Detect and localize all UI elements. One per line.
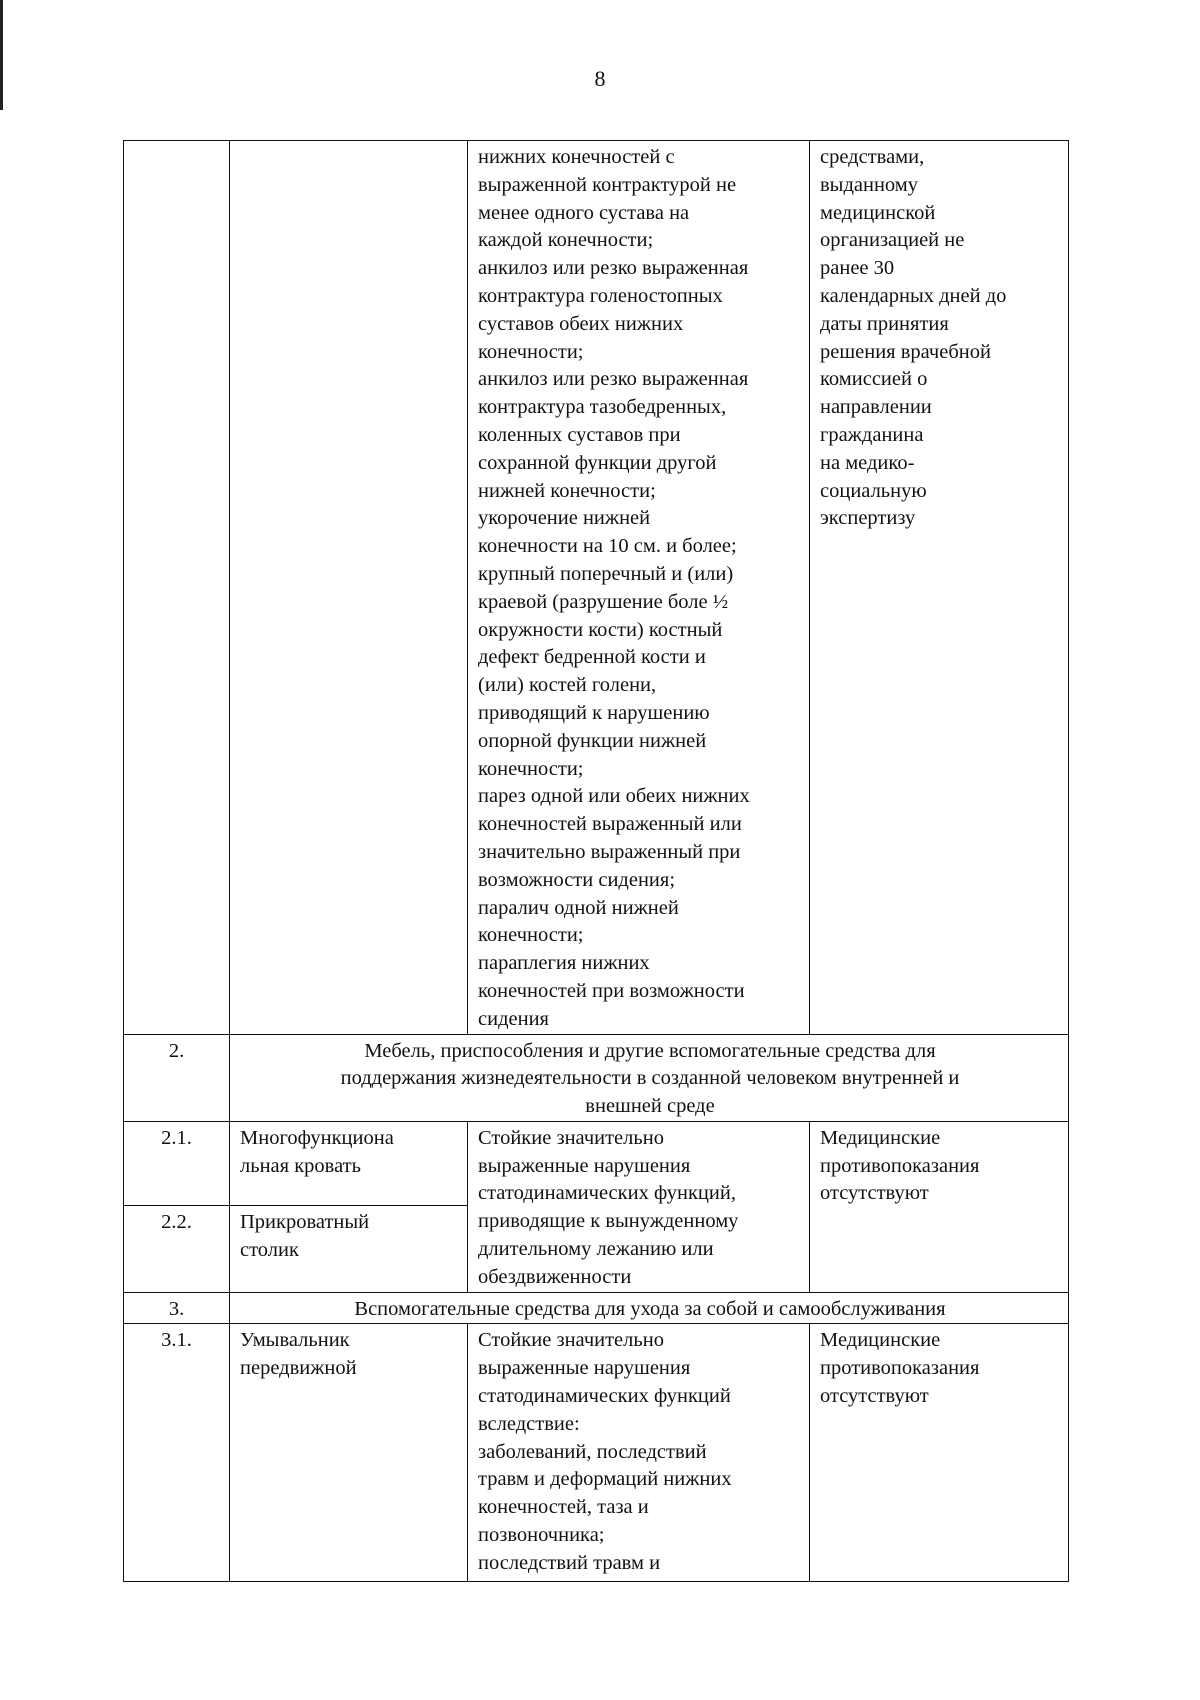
text-line: параплегия нижних xyxy=(478,952,650,975)
scan-edge-mark xyxy=(0,0,3,110)
text-line: приводящие к вынужденному xyxy=(478,1210,739,1233)
section-number: 2. xyxy=(124,1034,230,1121)
text-line: анкилоз или резко выраженная xyxy=(478,368,749,391)
table-row-2-1 xyxy=(124,1121,1069,1205)
text-line: заболеваний, последствий xyxy=(478,1440,707,1463)
text-line: конечности; xyxy=(478,924,584,947)
text-line: календарных дней до xyxy=(820,284,1007,307)
text-line: направлении xyxy=(820,396,932,419)
text-line: Медицинские xyxy=(820,1126,941,1149)
text-line: противопоказания xyxy=(820,1154,980,1177)
text-line: контрактура голеностопных xyxy=(478,284,723,307)
section-title xyxy=(230,1292,1069,1324)
text-line: паралич одной нижней xyxy=(478,896,679,919)
text-line: на медико- xyxy=(820,451,915,474)
text-line: обездвиженности xyxy=(478,1265,632,1288)
text-line: травм и деформаций нижних xyxy=(478,1468,732,1491)
text-line: выраженные нарушения xyxy=(478,1154,691,1177)
row-number-cell xyxy=(124,141,230,1035)
text-line: Умывальник xyxy=(240,1329,350,1352)
aid-name-cell xyxy=(230,1324,468,1582)
text-line: Стойкие значительно xyxy=(478,1329,664,1352)
text-line: укорочение нижней xyxy=(478,507,651,530)
text-line: конечности на 10 см. и более; xyxy=(478,535,737,558)
text-line: каждой конечности; xyxy=(478,229,654,252)
text-line: коленных суставов при xyxy=(478,423,681,446)
section-row-2 xyxy=(124,1034,1069,1121)
text-line: дефект бедренной кости и xyxy=(478,646,706,669)
text-line: суставов обеих нижних xyxy=(478,312,684,335)
text-line: парез одной или обеих нижних xyxy=(478,785,750,808)
text-line: сохранной функции другой xyxy=(478,451,717,474)
indications-cell xyxy=(468,141,810,1035)
text-line: выраженные нарушения xyxy=(478,1357,691,1380)
text-line: конечности; xyxy=(478,757,584,780)
text-line: нижних конечностей с xyxy=(478,146,675,168)
text-line: конечностей при возможности xyxy=(478,979,745,1002)
text-line: статодинамических функций, xyxy=(478,1182,736,1205)
aid-name-cell xyxy=(230,1121,468,1205)
text-line: нижней конечности; xyxy=(478,479,656,502)
text-line: средствами, xyxy=(820,146,925,168)
text-line: передвижной xyxy=(240,1357,357,1380)
text-line: выданному xyxy=(820,173,919,196)
text-line: столик xyxy=(240,1239,299,1262)
text-line: приводящий к нарушению xyxy=(478,701,710,724)
text-line: организацией не xyxy=(820,229,965,252)
text-line: возможности сидения; xyxy=(478,868,676,891)
text-line: Многофункциона xyxy=(240,1126,394,1149)
text-line: анкилоз или резко выраженная xyxy=(478,257,749,280)
text-line: решения врачебной xyxy=(820,340,991,363)
text-line: гражданина xyxy=(820,423,924,446)
text-line: крупный поперечный и (или) xyxy=(478,562,734,585)
text-line: поддержания жизнедеятельности в созданной человеком внутренней и xyxy=(340,1067,960,1090)
indications-cell xyxy=(468,1121,810,1292)
text-line: конечностей, таза и xyxy=(478,1496,649,1519)
contraindications-cell xyxy=(810,1121,1069,1292)
section-row-3 xyxy=(124,1292,1069,1324)
text-line: отсутствуют xyxy=(820,1182,929,1205)
text-line: длительному лежанию или xyxy=(478,1238,714,1261)
text-line: противопоказания xyxy=(820,1357,980,1380)
row-number-cell: 2.1. xyxy=(124,1121,230,1205)
aid-name-cell xyxy=(230,141,468,1035)
text-line: конечности; xyxy=(478,340,584,363)
text-line: отсутствуют xyxy=(820,1385,929,1408)
text-line: социальную xyxy=(820,479,927,502)
text-line: Стойкие значительно xyxy=(478,1126,664,1149)
text-line: льная кровать xyxy=(240,1154,361,1177)
row-number-cell: 3.1. xyxy=(124,1324,230,1582)
contraindications-cell xyxy=(810,141,1069,1035)
text-line: опорной функции нижней xyxy=(478,729,707,752)
table-row-3-1 xyxy=(124,1324,1069,1582)
text-line: экспертизу xyxy=(820,507,916,530)
contraindications-cell xyxy=(810,1324,1069,1582)
text-line: даты принятия xyxy=(820,312,949,335)
indications-cell xyxy=(468,1324,810,1582)
aid-name-cell xyxy=(230,1206,468,1292)
text-line: Прикроватный xyxy=(240,1211,370,1234)
text-line: медицинской xyxy=(820,201,936,224)
page-number: 8 xyxy=(594,66,606,91)
text-line: последствий травм и xyxy=(478,1551,661,1574)
text-line: Мебель, приспособления и другие вспомогательные средства для xyxy=(364,1039,936,1062)
section-title xyxy=(230,1034,1069,1121)
text-line: позвоночника; xyxy=(478,1524,605,1547)
text-line: краевой (разрушение боле ½ xyxy=(478,590,729,613)
text-line: статодинамических функций xyxy=(478,1385,731,1408)
text-line: менее одного сустава на xyxy=(478,201,690,224)
text-line: ранее 30 xyxy=(820,257,895,280)
row-number-cell: 2.2. xyxy=(124,1206,230,1292)
text-line: значительно выраженный при xyxy=(478,840,741,863)
text-line: вследствие: xyxy=(478,1412,580,1435)
text-line: внешней среде xyxy=(585,1095,715,1118)
text-line: Вспомогательные средства для ухода за собой и самообслуживания xyxy=(354,1297,946,1320)
text-line: контрактура тазобедренных, xyxy=(478,396,727,419)
section-number: 3. xyxy=(124,1292,230,1324)
indications-table xyxy=(123,140,1069,1582)
text-line: комиссией о xyxy=(820,368,928,391)
table-row-continuation xyxy=(124,141,1069,1035)
text-line: окружности кости) костный xyxy=(478,618,723,641)
text-line: (или) костей голени, xyxy=(478,674,657,697)
text-line: Медицинские xyxy=(820,1329,941,1352)
text-line: сидения xyxy=(478,1007,549,1030)
text-line: выраженной контрактурой не xyxy=(478,173,737,196)
text-line: конечностей выраженный или xyxy=(478,813,742,836)
